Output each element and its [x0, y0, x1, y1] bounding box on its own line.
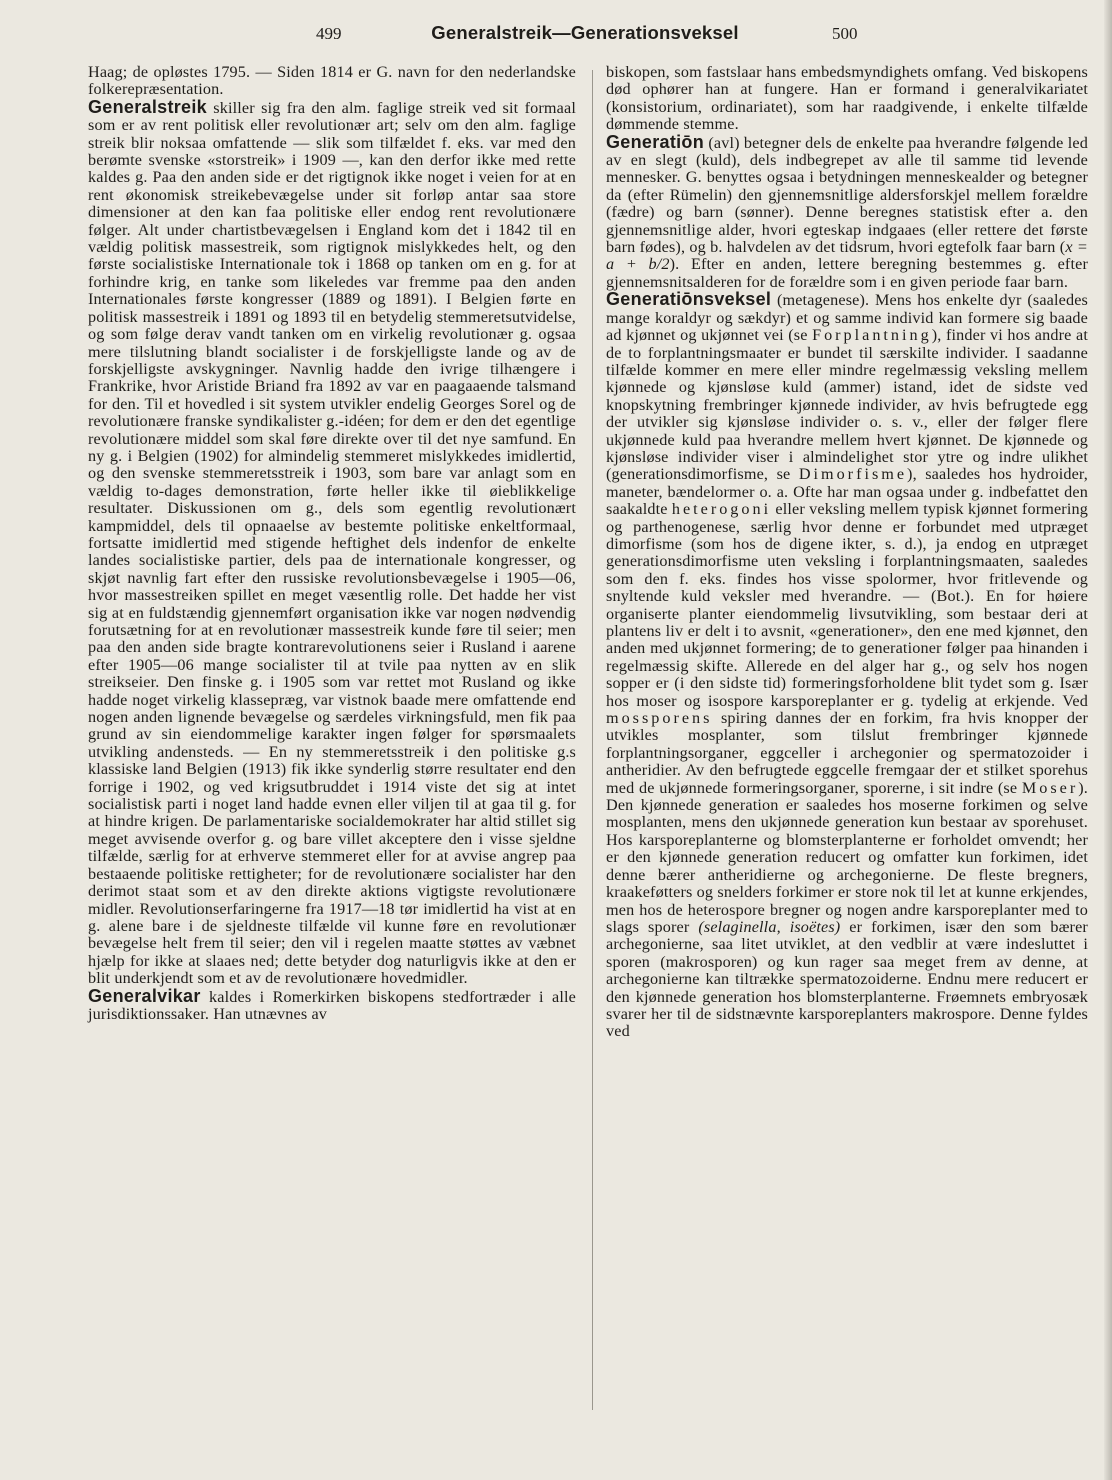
spaced-term: mossporens	[606, 709, 713, 728]
entry-text: spiring dannes der en forkim, fra hvis knopper der utvikles mosplanter, som tilslut frembringer kjønnede forplantningsorganer, eggceller i archegonier og spermatozoider i antheridier. Av den befrugtede eggcelle fremgaar der et stilket sporehus med de ukjønnede formeringsorganer, sporerne, i sit indre (se	[606, 709, 1088, 797]
page-edge-shadow	[1104, 0, 1112, 1480]
entry-text: ), finder vi hos andre at de to forplantningsmaater er bundet til særskilte individer. I saadanne tilfælde kommer en mere eller mindre regelmæssig veksling mellem kjønnede og kjønsløse kuld (ammer) istand, idet de sidste ved knopskytning frembringer kjønnede individer, av hvis befrugtede egg der utvikler sig kjønsløse individer o. s. v., eller der følger flere ukjønnede kuld paa hverandre mellem hvert kjønnet. De kjønnede og kjønsløse individer viser i almindelighet stor ytre og indre ulikhet (generationsdimorfisme, se	[606, 326, 1088, 484]
spaced-term: heterogoni	[671, 500, 772, 519]
entry-generation	[606, 131, 1088, 292]
right-column	[606, 64, 1088, 1041]
entry-continuation: biskopen, som fastslaar hans embedsmyndighets omfang. Ved biskopens død ophører han at fungere. Han er formand i generalvikariatet (konsistorium, ordinariatet), som har raadgivende, i enkelte tilfælde dømmende stemme.	[606, 63, 1088, 134]
entry-text: (metagenese). Mens hos enkelte dyr (saaledes mange koraldyr og sækdyr) et og samme individ kan formere sig baade ad kjønnet og ukjønnet vei (se	[606, 291, 1088, 345]
entry-text: eller veksling mellem typisk kjønnet formering og parthenogenese, særlig hvor denne er forbundet med utpræget dimorfisme (som hos de digene ikter, s. d.), ja endog en utpræget generationsdimorfisme uten veksling i forplantningsmaaten, saaledes som den f. eks. findes hos visse spolormer, hvor fritlevende og snyltende kuld veksler med hverandre. — (Bot.). En for høiere organiserte planter eiendommelig livsutvikling, som bestaar deri at plantens liv er delt i to avsnit, «generationer», den ene med kjønnet, den anden med ukjønnet formering; de to generationer følger paa hinanden i regelmæssig skifte. Allerede en del alger har g., og selv hos nogen sopper er (i den sidste tid) formeringsforholdene blit tydet som g. Især hos moser og isospore karsporeplanter er g. tydelig at erkjende. Ved	[606, 500, 1088, 710]
entry-continuation: Haag; de opløstes 1795. — Siden 1814 er G. navn for den nederlandske folkerepræsentation.	[88, 63, 576, 99]
running-title: Generalstreik—Generationsveksel	[431, 22, 739, 43]
formula: x = a + b/2	[606, 238, 1088, 274]
headword-generation: Generatiōn	[606, 131, 705, 152]
entry-generalvikar	[88, 985, 576, 1024]
headword-generationsveksel: Generatiōnsveksel	[606, 289, 772, 310]
page-number-left: 499	[316, 24, 342, 43]
entry-text: ). Efter en anden, lettere beregning bestemmes g. efter gjennemsnitsalderen for de forældre som i en given periode faar barn.	[606, 255, 1088, 291]
left-column	[88, 64, 576, 1023]
entry-text: ). Den kjønnede generation er saaledes hos moserne forkimen og selve mosplanten, mens den ukjønnede generation kun bestaar av sporehuset. Hos karsporeplanterne og blomsterplanterne er forholdet omvendt; her er den kjønnede generation reducert og omfatter kun forkimen, idet denne bærer antheridierne og archegonierne. De fleste bregners, kraakeføtters og snelders forkimer er store nok til let at kunne erkjendes, men hos de heterospore bregner og nogen andre karsporeplanter med to slags sporer	[606, 778, 1088, 936]
entry-text: ), saaledes hos hydroider, maneter, bændelormer o. a. Ofte har man ogsaa under g. indbefattet den saakaldte	[606, 465, 1089, 519]
headword-generalstreik: Generalstreik	[88, 96, 207, 117]
headword-generalvikar: Generalvikar	[88, 985, 201, 1006]
entry-text: er forkimen, især den som bærer archegonierne, saa litet utviklet, at den vedblir at være indesluttet i sporen (makrosporen) og kun rager saa meget frem av denne, at archegonierne kan tiltrække spermatozoiderne. Endnu mere reducert er den kjønnede generation hos blomsterplanterne. Frøemnets embryosæk svarer her til de sidstnævnte karsporeplanters makrospore. Denne fyldes ved	[606, 917, 1088, 1041]
entry-generationsveksel	[606, 291, 1088, 1040]
page-header	[80, 22, 1090, 52]
column-divider	[592, 70, 593, 1410]
cross-reference: Forplantning	[812, 326, 932, 345]
italic-term: (selaginella, isoëtes)	[698, 917, 841, 936]
entry-text: (avl) betegner dels de enkelte paa hverandre følgende led av en slegt (kuld), dels indbegrepet av alle til samme tid levende mennesker. G. benyttes ogsaa i betydningen menneskealder og betegner da (efter Rümelin) den gjennemsnitlige aldersforskjel mellem forældre (fædre) og barn (sønner). Denne beregnes statistisk efter a. den gjennemsnitlige alder, hvori egteskap indgaaes (eller rettere det første barn fødes), og b. halvdelen av det tidsrum, hvori egtefolk faar barn (	[606, 133, 1088, 257]
entry-text: skiller sig fra den alm. faglige streik ved sit formaal som er av rent politisk eller revolutionær art; selv om den alm. faglige streik blir noksaa omfattende — slik som tilfældet f. eks. var med den berømte svenske «storstreik» i 1909 —, kan den derfor ikke med rette kaldes g. Paa den anden side er det rigtignok ikke noget i veien for at en rent økonomisk streikebevægelse under sit forløp antar saa store dimensioner at den kan faa politiske eller endog rent revolutionære følger. Alt under chartistbevægelsen i England kom det i 1842 til en vældig politisk massestreik, som rigtignok mislykkedes helt, og den første socialistiske Internationale tok i 1868 op tanken om en g. for at forhindre krig, en tanke som likeledes var fremme paa den anden Internationales første kongresser (1889 og 1891). I Belgien førte en politisk massestreik i 1891 og 1893 til en betydelig stemmeretsutvidelse, og som følge derav vandt tanken om en virkelig revolutionær g. ogsaa mere tilslutning blandt socialister i de forskjelligste lande og av de forskjelligste avskygninger. Navnlig hadde den ivrige tilhængere i Frankrike, hvor Aristide Briand fra 1892 av var en paagaaende talsmand for den. Til et hovedled i sit system utvikler endelig Georges Sorel og de revolutionære franske syndikalister g.-idéen; for dem er den det egentlige revolutionære middel som skal føre direkte over til det nye samfund. En ny g. i Belgien (1902) for almindelig stemmeret mislykkedes imidlertid, og den svenske stemmeretsstreik i 1903, som bare var anlagt som en vældig to-dages demonstration, førte heller ikke til øieblikkelige resultater. Diskussionen om g., dels som egentlig revolutionært kampmiddel, dels til opnaaelse av bestemte politiske enkeltformaal, fortsatte imidlertid med stigende heftighet dels indenfor de enkelte landes socialistiske partier, dels paa de internationale kongresser, og skjøt navnlig fart efter den russiske revolutionsbevægelse i 1905—06, hvor massestreiken spillet en meget væsentlig rolle. Det hadde her vist sig at en fuldstændig gjennemført organisation ikke var nogen nødvendig forutsætning for at en revolutionær massestreik kunde føre til seier; men paa den anden side bragte kontrarevolutionens seier i Rusland i aarene efter 1905—06 mange socialister til at tvile paa nytten av en slik streikseier. Den finske g. i 1905 som var rettet mot Rusland og ikke hadde noget virkelig klassepræg, var vistnok baade mere omfattende end nogen anden lignende bevægelse og særdeles virkningsfuld, men fik paa grund av sin eiendommelige karakter ingen følger for spørsmaalets utvikling andensteds. — En ny stemmeretsstreik i den politiske g.s klassiske land Belgien (1913) fik ikke synderlig større resultater end den forrige i 1902, og ved krigsutbruddet i 1914 viste det sig at intet socialistisk parti i noget land hadde evnen eller viljen til at gaa til g. for at hindre krigen. De parlamentariske socialdemokrater har altid stillet sig meget avvisende overfor g. og bare villet akceptere den i visse sjeldne tilfælde, særlig for at erhverve stemmeret eller for at avvise angrep paa bestaaende politiske rettigheter; for de revolutionære socialister har den derimot staat som et av den direkte aktions vigtigste revolutionære midler. Revolutionserfaringerne fra 1917—18 tør imidlertid ha vist at en g. alene bare i de sjeldneste tilfælde vil kunne føre en revolutionær bevægelse helt frem til seier; den vil i regelen maatte støttes av væbnet hjælp for ikke at slaaes ned; dette betyder dog naturligvis ikke at den er blit underkjendt som et av de revolutionære hovedmidler.	[88, 98, 576, 988]
page-number-right: 500	[832, 24, 858, 43]
cross-reference: Dimorfisme	[798, 465, 908, 484]
entry-text: kaldes i Romerkirken biskopens stedfortræder i alle jurisdiktionssaker. Han utnævnes av	[88, 987, 576, 1023]
entry-generalstreik	[88, 96, 576, 988]
cross-reference: Moser	[1021, 778, 1079, 797]
